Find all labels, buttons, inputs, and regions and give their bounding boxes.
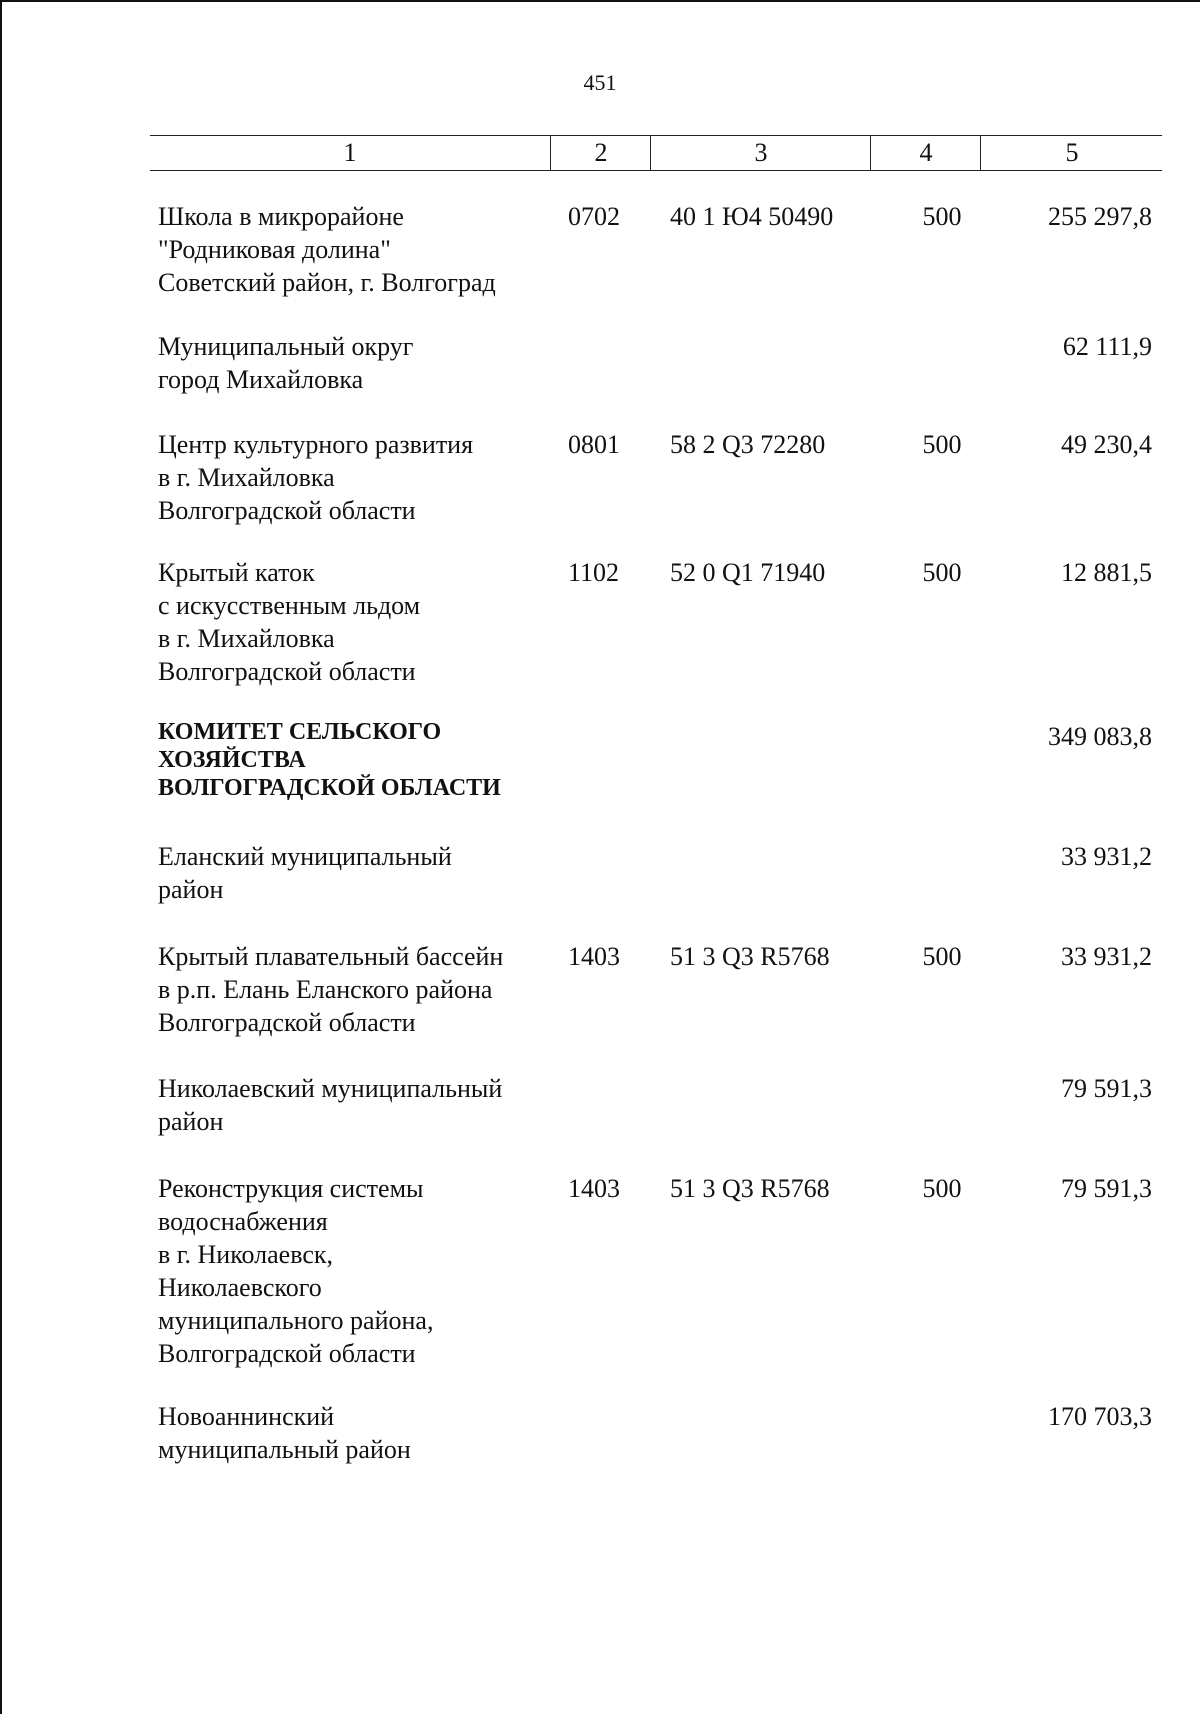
row-name-line: Реконструкция системы bbox=[158, 1174, 424, 1203]
row-name bbox=[158, 1172, 538, 1370]
row-name-line: район bbox=[158, 1107, 224, 1136]
row-amount: 79 591,3 bbox=[1061, 1174, 1152, 1203]
row-target-article: 58 2 Q3 72280 bbox=[670, 430, 826, 459]
header-col-3: 3 bbox=[650, 136, 871, 170]
scan-edge-left bbox=[0, 0, 2, 1714]
row-amount: 33 931,2 bbox=[1061, 842, 1152, 871]
row-target-article: 51 3 Q3 R5768 bbox=[670, 1174, 830, 1203]
scan-edge-top bbox=[0, 0, 1200, 2]
row-name-line: в р.п. Елань Еланского района bbox=[158, 975, 493, 1004]
row-amount: 62 111,9 bbox=[1062, 332, 1152, 361]
row-name-line: Николаевский муниципальный bbox=[158, 1074, 503, 1103]
row-section-code: 1102 bbox=[568, 558, 620, 587]
row-amount: 12 881,5 bbox=[1061, 558, 1152, 587]
row-name-line: Школа в микрорайоне bbox=[158, 202, 404, 231]
row-name-line: с искусственным льдом bbox=[158, 591, 421, 620]
row-amount: 33 931,2 bbox=[1061, 942, 1152, 971]
row-name bbox=[158, 840, 538, 906]
row-name bbox=[158, 428, 538, 527]
row-name-line: Волгоградской области bbox=[158, 1339, 416, 1368]
row-name-line: Волгоградской области bbox=[158, 1008, 416, 1037]
row-section-code: 0801 bbox=[568, 430, 620, 459]
row-name-line: Крытый каток bbox=[158, 558, 315, 587]
row-expense-type: 500 bbox=[922, 430, 962, 459]
row-amount: 79 591,3 bbox=[1061, 1074, 1152, 1103]
row-amount: 170 703,3 bbox=[1048, 1402, 1152, 1431]
page-number: 451 bbox=[583, 70, 617, 95]
row-name-line: Советский район, г. Волгоград bbox=[158, 268, 496, 297]
header-col-4: 4 bbox=[870, 136, 981, 170]
row-name-line: Крытый плавательный бассейн bbox=[158, 942, 504, 971]
table-header bbox=[150, 135, 1162, 171]
row-name bbox=[158, 330, 538, 396]
row-name-line: Волгоградской области bbox=[158, 657, 416, 686]
row-name-line: Новоаннинский bbox=[158, 1402, 335, 1431]
row-name-line: Николаевского bbox=[158, 1273, 322, 1302]
row-name-line: ХОЗЯЙСТВА bbox=[158, 747, 306, 773]
row-name bbox=[158, 718, 538, 802]
header-col-2: 2 bbox=[550, 136, 651, 170]
row-expense-type: 500 bbox=[922, 558, 962, 587]
row-name-line: город Михайловка bbox=[158, 365, 364, 394]
row-name-line: в г. Михайловка bbox=[158, 463, 335, 492]
row-name-line: район bbox=[158, 875, 224, 904]
row-amount: 255 297,8 bbox=[1048, 202, 1152, 231]
row-expense-type: 500 bbox=[922, 942, 962, 971]
row-name-line: в г. Михайловка bbox=[158, 624, 335, 653]
row-name bbox=[158, 200, 538, 299]
row-name-line: в г. Николаевск, bbox=[158, 1240, 334, 1269]
row-expense-type: 500 bbox=[922, 202, 962, 231]
header-col-5: 5 bbox=[980, 136, 1163, 170]
row-expense-type: 500 bbox=[922, 1174, 962, 1203]
row-section-code: 0702 bbox=[568, 202, 620, 231]
row-name-line: водоснабжения bbox=[158, 1207, 328, 1236]
row-name-line: КОМИТЕТ СЕЛЬСКОГО bbox=[158, 719, 442, 745]
row-name-line: Центр культурного развития bbox=[158, 430, 474, 459]
row-section-code: 1403 bbox=[568, 1174, 620, 1203]
header-col-1: 1 bbox=[343, 138, 357, 167]
row-name-line: муниципальный район bbox=[158, 1435, 411, 1464]
row-name bbox=[158, 556, 538, 688]
row-target-article: 40 1 Ю4 50490 bbox=[670, 202, 834, 231]
row-name-line: Муниципальный округ bbox=[158, 332, 414, 361]
row-name bbox=[158, 1072, 538, 1138]
row-name-line: "Родниковая долина" bbox=[158, 235, 391, 264]
row-section-code: 1403 bbox=[568, 942, 620, 971]
row-target-article: 51 3 Q3 R5768 bbox=[670, 942, 830, 971]
row-amount: 49 230,4 bbox=[1061, 430, 1152, 459]
row-name-line: муниципального района, bbox=[158, 1306, 434, 1335]
row-name bbox=[158, 940, 538, 1039]
row-amount: 349 083,8 bbox=[1048, 722, 1152, 751]
row-name bbox=[158, 1400, 538, 1466]
row-target-article: 52 0 Q1 71940 bbox=[670, 558, 826, 587]
row-name-line: Волгоградской области bbox=[158, 496, 416, 525]
row-name-line: ВОЛГОГРАДСКОЙ ОБЛАСТИ bbox=[158, 775, 501, 801]
row-name-line: Еланский муниципальный bbox=[158, 842, 452, 871]
